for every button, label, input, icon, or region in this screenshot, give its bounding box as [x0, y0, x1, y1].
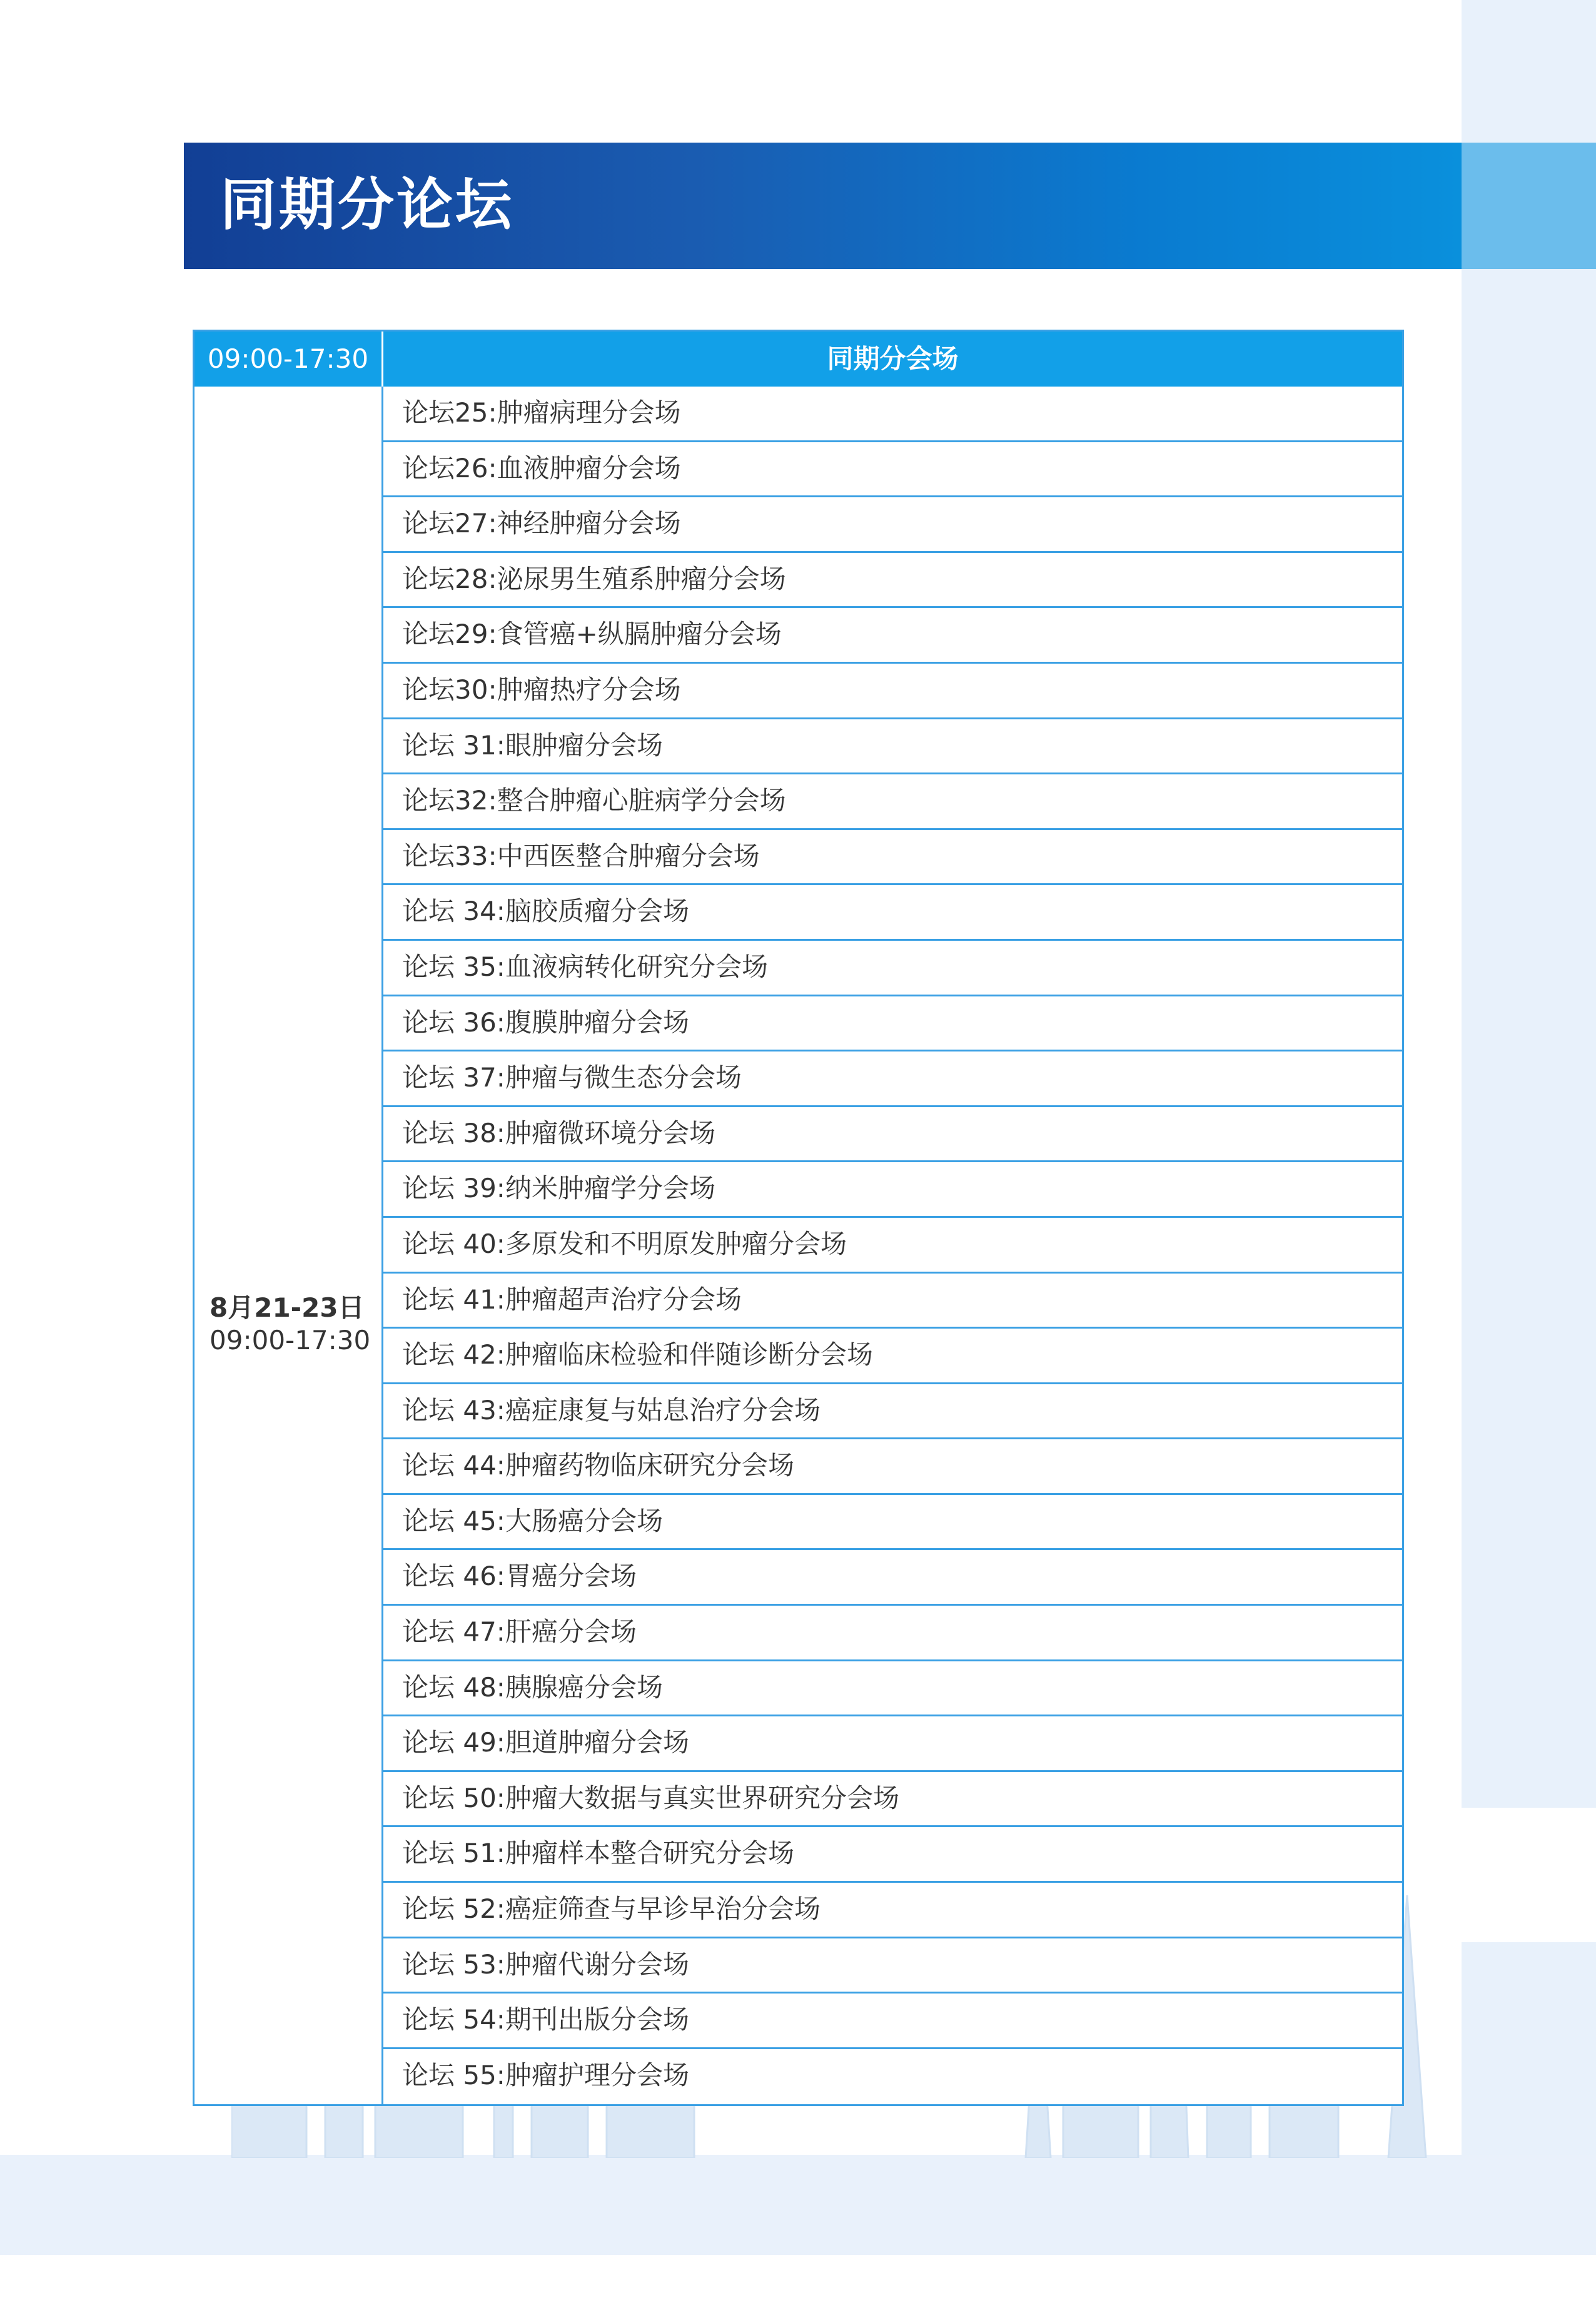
- table-row: 论坛 52:癌症筛查与早诊早治分会场: [383, 1883, 1402, 1938]
- table-row: 论坛 31:眼肿瘤分会场: [383, 719, 1402, 775]
- forum-schedule-table: [193, 330, 1404, 2106]
- table-row: 论坛 36:腹膜肿瘤分会场: [383, 996, 1402, 1052]
- table-row: 论坛 50:肿瘤大数据与真实世界研究分会场: [383, 1772, 1402, 1828]
- section-banner: [184, 143, 1462, 269]
- date-time: 09:00-17:30: [210, 1325, 371, 1355]
- table-row: 论坛29:食管癌+纵膈肿瘤分会场: [383, 608, 1402, 664]
- table-row: 论坛 43:癌症康复与姑息治疗分会场: [383, 1384, 1402, 1440]
- table-row: 论坛 35:血液病转化研究分会场: [383, 941, 1402, 996]
- table-row: 论坛 42:肿瘤临床检验和伴随诊断分会场: [383, 1329, 1402, 1384]
- header-title: 同期分会场: [827, 343, 959, 374]
- table-row: 论坛 55:肿瘤护理分会场: [402, 2059, 689, 2090]
- date-cell: [194, 387, 383, 2104]
- table-row: 论坛 47:肝癌分会场: [383, 1606, 1402, 1661]
- right-decor-strip-lower: [1462, 269, 1596, 1808]
- header-time: 09:00-17:30: [194, 332, 383, 387]
- right-decor-strip-top: [1462, 0, 1596, 143]
- page-title: 同期分论坛: [220, 172, 514, 238]
- table-row: 论坛28:泌尿男生殖系肿瘤分会场: [383, 553, 1402, 609]
- table-row: 论坛30:肿瘤热疗分会场: [383, 664, 1402, 719]
- table-row: 论坛 46:胃癌分会场: [383, 1550, 1402, 1606]
- table-row: 论坛 49:胆道肿瘤分会场: [383, 1716, 1402, 1772]
- table-header: [194, 332, 1402, 387]
- table-row: 论坛26:血液肿瘤分会场: [383, 442, 1402, 498]
- table-row: 论坛25:肿瘤病理分会场: [383, 387, 1402, 442]
- table-row: 论坛 54:期刊出版分会场: [383, 1993, 1402, 2049]
- table-row: 论坛 37:肿瘤与微生态分会场: [383, 1051, 1402, 1107]
- table-row: 论坛 48:胰腺癌分会场: [383, 1661, 1402, 1717]
- bottom-decor-band: [0, 2155, 1596, 2255]
- table-row: 论坛 34:脑胶质瘤分会场: [383, 885, 1402, 941]
- table-row: 论坛32:整合肿瘤心脏病学分会场: [383, 774, 1402, 830]
- table-row: 论坛 41:肿瘤超声治疗分会场: [383, 1274, 1402, 1329]
- table-row: 论坛 38:肿瘤微环境分会场: [383, 1107, 1402, 1163]
- date-label: 8月21-23日: [210, 1292, 365, 1323]
- table-row: 论坛 39:纳米肿瘤学分会场: [383, 1162, 1402, 1218]
- table-row: 论坛33:中西医整合肿瘤分会场: [383, 830, 1402, 886]
- table-row: 论坛 44:肿瘤药物临床研究分会场: [383, 1439, 1402, 1495]
- table-row: 论坛 51:肿瘤样本整合研究分会场: [383, 1827, 1402, 1883]
- right-decor-strip-accent: [1462, 143, 1596, 269]
- table-row: 论坛 53:肿瘤代谢分会场: [383, 1938, 1402, 1994]
- table-row: 论坛27:神经肿瘤分会场: [383, 497, 1402, 553]
- table-row: 论坛 40:多原发和不明原发肿瘤分会场: [383, 1218, 1402, 1274]
- forum-list: [383, 387, 1402, 2104]
- table-row: 论坛 45:大肠癌分会场: [383, 1495, 1402, 1551]
